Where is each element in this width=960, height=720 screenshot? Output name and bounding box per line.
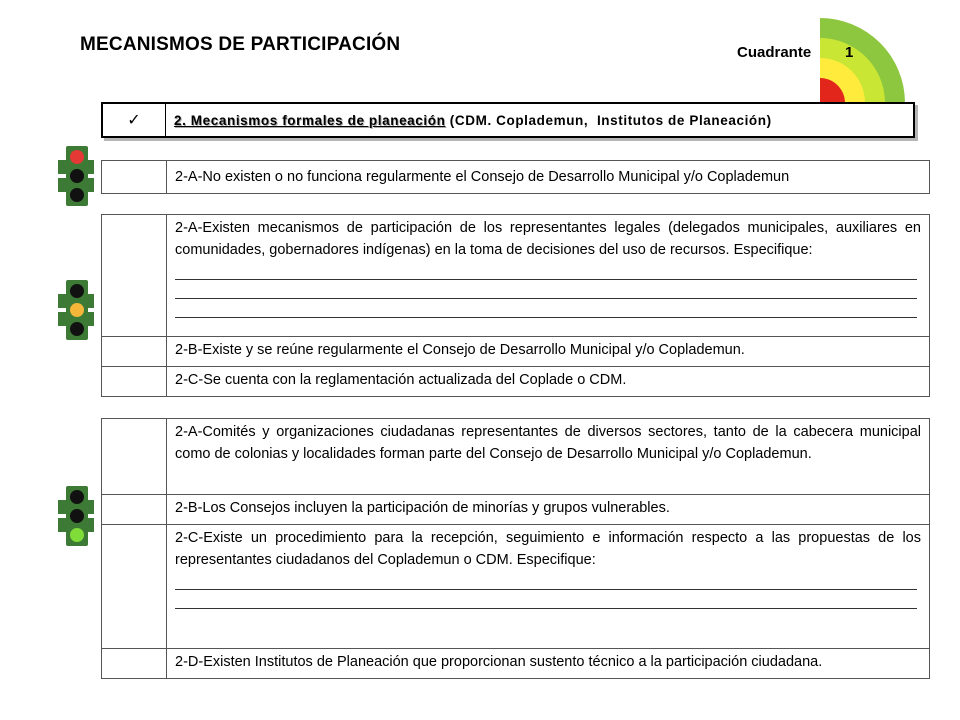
specify-line[interactable] [175, 261, 917, 280]
criteria-row [102, 337, 930, 367]
section-title-rest: (CDM. Coplademun, Institutos de Planeación) [445, 112, 772, 128]
lamp [70, 284, 84, 298]
criteria-label: 2-C-Existe un procedimiento para la recepción, seguimiento e información respecto a las propuestas de los representantes ciudadanos del Coplademun o CDM. Especifique: [175, 530, 921, 568]
specify-line[interactable] [175, 280, 917, 299]
specify-line[interactable] [175, 299, 917, 318]
checkmark-icon: ✓ [103, 104, 166, 136]
criteria-group-yellow [101, 214, 930, 397]
lamp [70, 509, 84, 523]
criteria-text [167, 161, 930, 194]
criteria-row [102, 525, 930, 649]
traffic-light-green-icon [58, 484, 94, 548]
criteria-group-red [101, 160, 930, 194]
traffic-light-red-icon [58, 144, 94, 208]
lamp [70, 322, 84, 336]
criteria-row [102, 649, 930, 679]
criteria-checkbox-cell[interactable] [102, 337, 167, 367]
criteria-label: 2-B-Los Consejos incluyen la participación de minorías y grupos vulnerables. [175, 500, 670, 516]
lamp [70, 528, 84, 542]
criteria-label: 2-C-Se cuenta con la reglamentación actualizada del Coplade o CDM. [175, 372, 627, 388]
criteria-row [102, 161, 930, 194]
criteria-text [167, 215, 930, 337]
specify-line[interactable] [175, 590, 917, 609]
criteria-text [167, 495, 930, 525]
criteria-checkbox-cell[interactable] [102, 367, 167, 397]
criteria-text [167, 337, 930, 367]
criteria-checkbox-cell[interactable] [102, 215, 167, 337]
criteria-checkbox-cell[interactable] [102, 649, 167, 679]
criteria-label: 2-A-Existen mecanismos de participación de los representantes legales (delegados municipales, auxiliares en comunidades, gobernadores indígenas) en la toma de decisiones del uso de recursos. Especifique: [175, 220, 921, 258]
criteria-text [167, 525, 930, 649]
criteria-row [102, 495, 930, 525]
criteria-label: 2-A-No existen o no funciona regularmente el Consejo de Desarrollo Municipal y/o Coplademun [175, 169, 790, 185]
quadrant-number: 1 [845, 44, 854, 61]
criteria-text [167, 649, 930, 679]
section-title-bold: 2. Mecanismos formales de planeación [174, 112, 446, 128]
lamp [70, 490, 84, 504]
criteria-row [102, 215, 930, 337]
traffic-light-yellow-icon [58, 278, 94, 342]
section-header [101, 102, 915, 138]
page-title: MECANISMOS DE PARTICIPACIÓN [80, 34, 401, 55]
criteria-text [167, 367, 930, 397]
quadrant-indicator-icon [820, 18, 910, 108]
criteria-checkbox-cell[interactable] [102, 161, 167, 194]
quadrant-label: Cuadrante [737, 44, 812, 61]
lamp [70, 188, 84, 202]
lamp [70, 303, 84, 317]
criteria-row [102, 367, 930, 397]
criteria-checkbox-cell[interactable] [102, 525, 167, 649]
criteria-label: 2-B-Existe y se reúne regularmente el Consejo de Desarrollo Municipal y/o Coplademun. [175, 342, 745, 358]
criteria-label: 2-D-Existen Institutos de Planeación que proporcionan sustento técnico a la participación ciudadana. [175, 654, 823, 670]
specify-line[interactable] [175, 571, 917, 590]
criteria-label: 2-A-Comités y organizaciones ciudadanas representantes de diversos sectores, tanto de la cabecera municipal como de colonias y localidades forman parte del Consejo de Desarrollo Municipal y/o Coplademun. [175, 424, 921, 462]
lamp [70, 169, 84, 183]
section-title [166, 104, 772, 136]
criteria-checkbox-cell[interactable] [102, 495, 167, 525]
criteria-text [167, 419, 930, 495]
criteria-row [102, 419, 930, 495]
criteria-checkbox-cell[interactable] [102, 419, 167, 495]
criteria-group-green [101, 418, 930, 679]
lamp [70, 150, 84, 164]
